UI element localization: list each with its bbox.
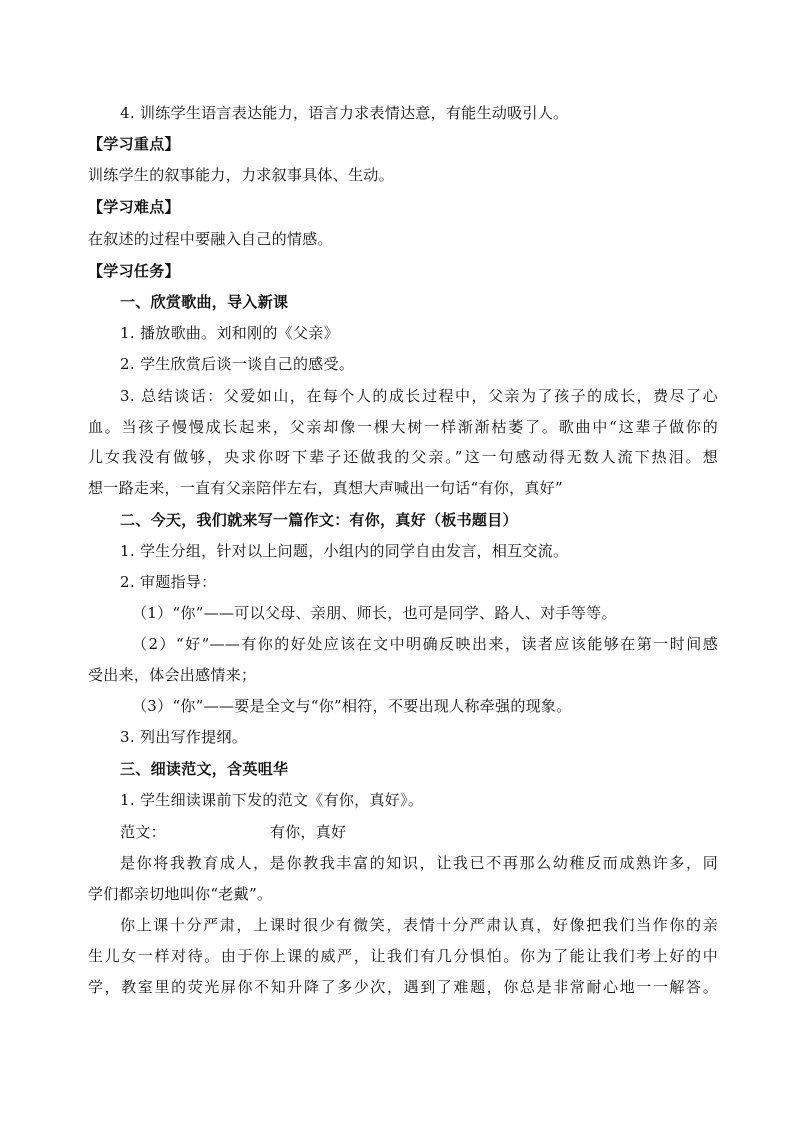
objective-4: 4. 训练学生语言表达能力，语言力求表情达意，有能生动吸引人。 [120, 104, 569, 122]
difficulty-text: 在叙述的过程中要融入自己的情感。 [88, 230, 333, 248]
sample-p2-line1: 你上课十分严肃，上课时很少有微笑，表情十分严肃认真，好像把我们当作你的亲 [120, 916, 718, 934]
section2-item3: 3. 列出写作提纲。 [120, 728, 248, 746]
focus-text: 训练学生的叙事能力，力求叙事具体、生动。 [88, 166, 395, 184]
section1-item3-line1: 3. 总结谈话：父爱如山，在每个人的成长过程中，父亲为了孩子的成长，费尽了心 [120, 387, 718, 405]
section1-item1: 1. 播放歌曲。刘和刚的《父亲》 [120, 324, 339, 342]
sample-p2-line3: 学，教室里的荧光屏你不知升降了多少次，遇到了难题，你总是非常耐心地一一解答。 [88, 978, 718, 996]
section1-item2: 2. 学生欣赏后谈一谈自己的感受。 [120, 355, 355, 373]
task-heading: 【学习任务】 [88, 262, 180, 280]
focus-heading: 【学习重点】 [88, 135, 180, 153]
section2-title: 二、今天，我们就来写一篇作文：有你，真好（板书题目） [120, 511, 518, 529]
sample-label: 范文： [120, 823, 166, 841]
section1-item3-line2: 血。当孩子慢慢成长起来，父亲却像一棵大树一样渐渐枯萎了。歌曲中“这辈子做你的 [88, 418, 718, 436]
sample-heading [120, 821, 718, 843]
section3-title: 三、细读范文，含英咀华 [120, 760, 289, 778]
section1-item3-line3: 儿女我没有做够，央求你呀下辈子还做我的父亲。”这一句感动得无数人流下热泪。想 [88, 448, 718, 466]
section3-item1: 1. 学生细读课前下发的范文《有你，真好》。 [120, 791, 424, 809]
section2-sub1: （1）“你”——可以父母、亲朋、师长，也可是同学、路人、对手等等。 [132, 604, 617, 622]
section2-sub3: （3）“你”——要是全文与“你”相符，不要出现人称牵强的现象。 [132, 697, 572, 715]
sample-p1-line1: 是你将我教育成人，是你教我丰富的知识，让我已不再那么幼稚反而成熟许多，同 [120, 854, 718, 872]
sample-title: 有你，真好 [269, 823, 347, 841]
section2-item1: 1. 学生分组，针对以上问题，小组内的同学自由发言，相互交流。 [120, 542, 569, 560]
sample-p2-line2: 生儿女一样对待。由于你上课的威严，让我们有几分惧怕。你为了能让我们考上好的中 [88, 947, 718, 965]
sample-p1-line2: 学们都亲切地叫你“老戴”。 [88, 885, 273, 903]
section1-title: 一、欣赏歌曲，导入新课 [120, 293, 289, 311]
section2-item2: 2. 审题指导： [120, 573, 217, 591]
difficulty-heading: 【学习难点】 [88, 198, 180, 216]
section2-sub2-line1: （2）“好”——有你的好处应该在文中明确反映出来，读者应该能够在第一时间感 [132, 635, 718, 653]
section2-sub2-line2: 受出来，体会出感情来； [88, 666, 257, 684]
section1-item3-line4: 想一路走来，一直有父亲陪伴左右，真想大声喊出一句话“有你，真好” [88, 479, 563, 497]
